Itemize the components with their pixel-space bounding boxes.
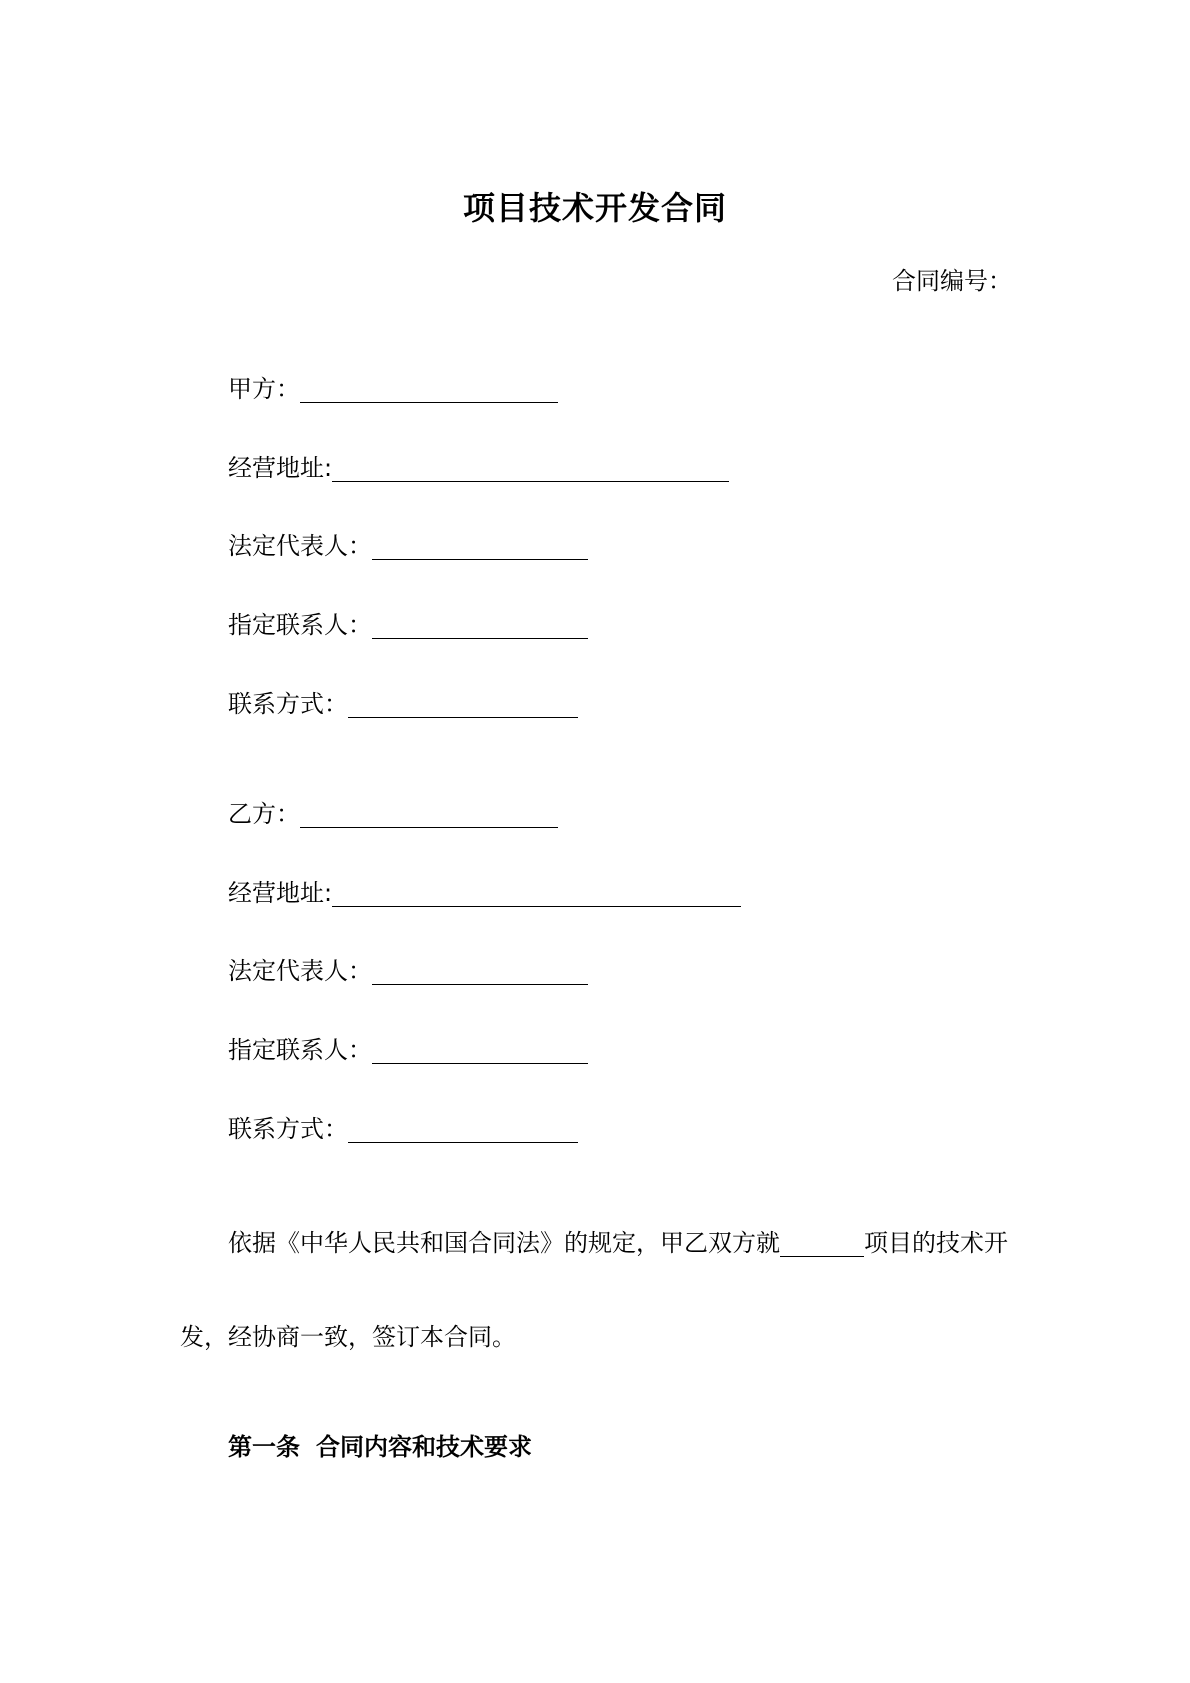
party-a-address-label: 经营地址:: [228, 454, 333, 482]
party-b-name-label: 乙方：: [228, 800, 300, 828]
party-b-legal-rep-field: [228, 956, 588, 986]
party-a-contact-person-field: [228, 610, 588, 640]
party-a-name-label: 甲方：: [228, 375, 300, 403]
article-1-heading: [228, 1432, 532, 1462]
party-a-legal-rep-label: 法定代表人：: [228, 532, 372, 560]
party-b-legal-rep-blank[interactable]: [372, 962, 588, 985]
preamble-line-1: [228, 1228, 1008, 1258]
party-a-contact-method-label: 联系方式：: [228, 690, 348, 718]
party-a-contact-method-blank[interactable]: [348, 695, 578, 718]
party-a-name-field: [228, 374, 558, 404]
party-b-address-label: 经营地址:: [228, 879, 333, 907]
contract-number-label: 合同编号：: [892, 267, 1012, 295]
party-a-address-blank[interactable]: [332, 459, 729, 482]
party-a-name-blank[interactable]: [300, 380, 558, 403]
party-b-contact-person-field: [228, 1035, 588, 1065]
party-b-contact-person-label: 指定联系人：: [228, 1036, 372, 1064]
preamble-text-after-blank: 项目的技术开: [864, 1229, 1008, 1257]
party-a-contact-person-label: 指定联系人：: [228, 611, 372, 639]
party-a-contact-person-blank[interactable]: [372, 616, 588, 639]
party-b-name-field: [228, 799, 558, 829]
party-b-address-field: [228, 878, 741, 908]
article-1-number: 第一条: [228, 1433, 300, 1461]
project-name-blank[interactable]: [780, 1234, 864, 1257]
article-1-title: 合同内容和技术要求: [316, 1433, 532, 1461]
preamble-line-2: 发，经协商一致，签订本合同。: [180, 1323, 516, 1351]
party-b-contact-person-blank[interactable]: [372, 1041, 588, 1064]
party-b-name-blank[interactable]: [300, 805, 558, 828]
party-a-contact-method-field: [228, 689, 578, 719]
party-a-legal-rep-blank[interactable]: [372, 537, 588, 560]
party-a-address-field: [228, 453, 729, 483]
preamble-text-before-blank: 依据《中华人民共和国合同法》的规定，甲乙双方就: [228, 1229, 780, 1257]
party-b-legal-rep-label: 法定代表人：: [228, 957, 372, 985]
party-b-contact-method-blank[interactable]: [348, 1120, 578, 1143]
document-title: 项目技术开发合同: [462, 189, 727, 227]
party-b-contact-method-field: [228, 1114, 578, 1144]
party-b-contact-method-label: 联系方式：: [228, 1115, 348, 1143]
party-a-legal-rep-field: [228, 531, 588, 561]
party-b-address-blank[interactable]: [332, 884, 741, 907]
